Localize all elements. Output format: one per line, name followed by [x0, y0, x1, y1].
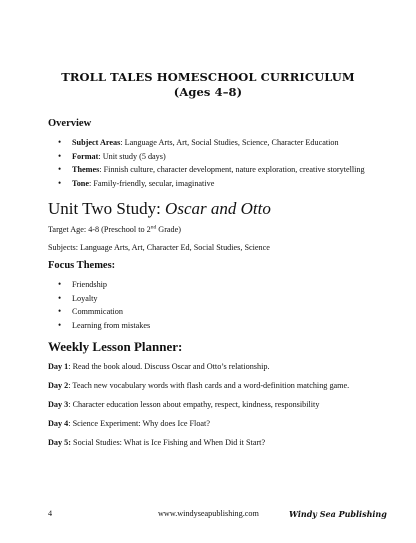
- focus-item: • Friendship: [58, 278, 150, 292]
- planner-day: [48, 400, 319, 409]
- overview-item-label: Tone: [72, 178, 89, 188]
- publisher-logo: Windy Sea Publishing: [289, 509, 387, 519]
- day-text: : Character education lesson about empathy, respect, kindness, responsibility: [68, 400, 320, 409]
- planner-heading: Weekly Lesson Planner:: [48, 339, 183, 354]
- day-text: : Read the book aloud. Discuss Oscar and Otto’s relationship.: [68, 362, 270, 371]
- planner-day: [48, 438, 265, 447]
- overview-item-label: Subject Areas: [72, 138, 121, 147]
- footer-url: www.windyseapublishing.com: [158, 509, 259, 518]
- page-number: 4: [48, 509, 53, 518]
- target-age-text: Target Age: 4-8 (Preschool to 2: [48, 225, 151, 234]
- day-text: : Teach new vocabulary words with flash cards and a word-definition matching game.: [68, 381, 350, 390]
- day-label: Day 5:: [48, 438, 71, 447]
- overview-item: [58, 177, 365, 191]
- overview-item: [58, 163, 365, 177]
- focus-item: • Commmication: [58, 305, 150, 319]
- unit-heading-title: Oscar and Otto: [165, 199, 271, 218]
- planner-day: [48, 419, 210, 428]
- day-text: : Science Experiment: Why does Ice Float?: [68, 419, 210, 428]
- day-label: Day 2: [48, 381, 69, 390]
- unit-heading: [48, 199, 271, 219]
- focus-item: • Loyalty: [58, 292, 150, 306]
- focus-list: [58, 278, 150, 332]
- overview-item: [58, 136, 365, 150]
- day-text: Social Studies: What is Ice Fishing and When Did it Start?: [70, 438, 266, 447]
- overview-item: [58, 150, 365, 164]
- document-subtitle: (Ages 4–8): [173, 85, 243, 99]
- overview-heading: Overview: [48, 118, 92, 129]
- overview-item-text: : Finnish culture, character development, nature exploration, creative storytelling: [99, 165, 365, 174]
- focus-heading: Focus Themes:: [48, 260, 116, 271]
- overview-item-text: : Unit study (5 days): [98, 151, 166, 161]
- target-age: [48, 225, 181, 234]
- target-age-end: Grade): [156, 225, 182, 234]
- day-label: Day 3: [48, 400, 69, 409]
- day-label: Day 1: [48, 362, 69, 371]
- subjects-line: Subjects: Language Arts, Art, Character Ed, Social Studies, Science: [48, 243, 270, 252]
- document-title: TROLL TALES HOMESCHOOL CURRICULUM: [61, 70, 355, 84]
- planner-day: [48, 381, 349, 390]
- overview-item-label: Format: [72, 151, 99, 161]
- unit-heading-prefix: Unit Two Study:: [48, 199, 166, 218]
- overview-item-label: Themes: [72, 165, 100, 174]
- overview-list: [58, 136, 365, 190]
- overview-item-text: : Family-friendly, secular, imaginative: [89, 178, 215, 188]
- target-age-sup: nd: [150, 224, 157, 231]
- planner-day: [48, 362, 270, 371]
- focus-item: • Learning from mistakes: [58, 319, 150, 333]
- day-label: Day 4: [48, 419, 69, 428]
- overview-item-text: : Language Arts, Art, Social Studies, Science, Character Education: [120, 138, 339, 147]
